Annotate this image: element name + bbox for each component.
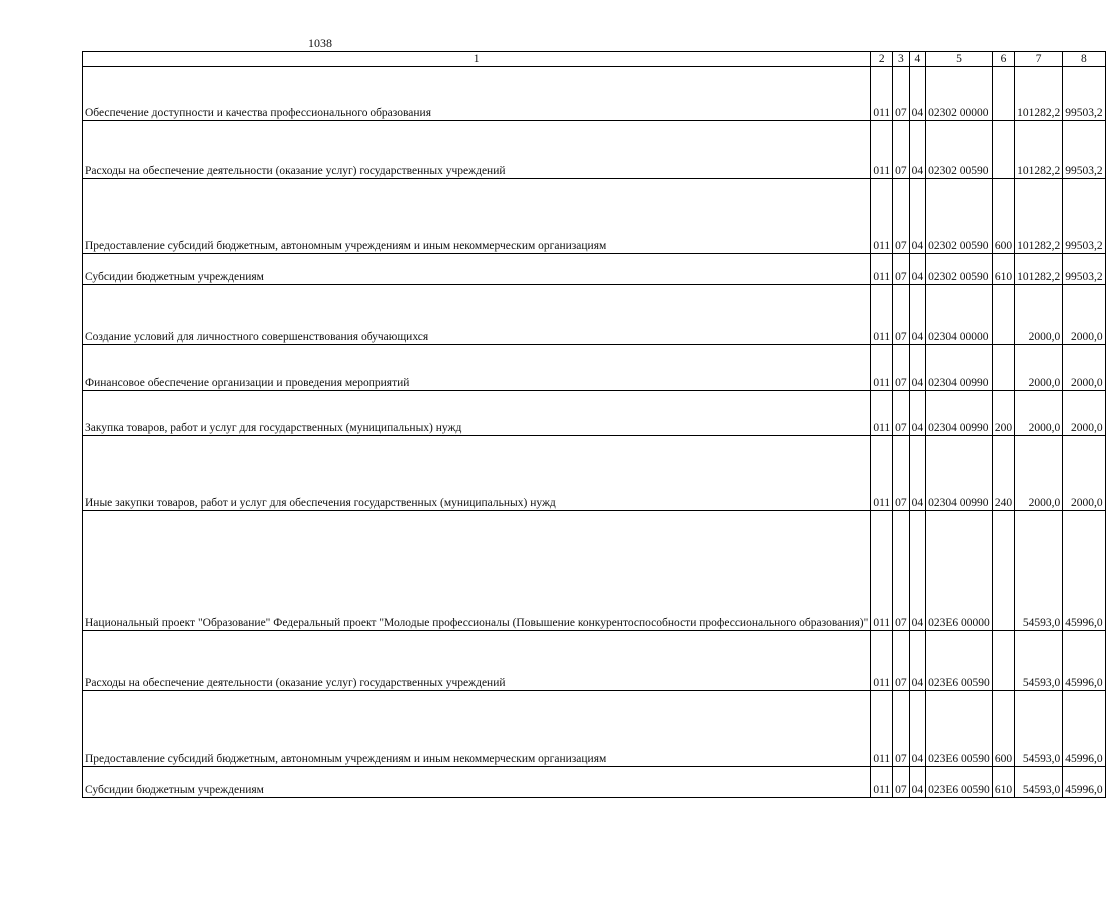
table-row — [83, 345, 1106, 391]
cell-amount-7: 54593,0 — [1015, 767, 1063, 798]
cell-admin-code: 011 — [871, 67, 893, 121]
col-header-6: 6 — [992, 52, 1014, 67]
cell-section: 07 — [893, 436, 910, 511]
row-name: Национальный проект "Образование" Федеральный проект "Молодые профессионалы (Повышение конкурентоспособности профессионального образования)" — [83, 511, 871, 631]
row-name: Расходы на обеспечение деятельности (оказание услуг) государственных учреждений — [83, 121, 871, 179]
cell-section: 07 — [893, 179, 910, 254]
cell-amount-7: 2000,0 — [1015, 285, 1063, 345]
cell-amount-7: 101282,2 — [1015, 254, 1063, 285]
cell-amount-8: 99503,2 — [1063, 254, 1105, 285]
cell-admin-code: 011 — [871, 391, 893, 436]
cell-target-article: 02302 00590 — [926, 254, 993, 285]
cell-subsection: 04 — [909, 511, 926, 631]
cell-amount-8: 2000,0 — [1063, 391, 1105, 436]
cell-subsection: 04 — [909, 179, 926, 254]
row-name: Финансовое обеспечение организации и проведения мероприятий — [83, 345, 871, 391]
cell-subsection: 04 — [909, 691, 926, 767]
cell-amount-7: 2000,0 — [1015, 436, 1063, 511]
table-row — [83, 121, 1106, 179]
cell-expense-type: 600 — [992, 691, 1014, 767]
cell-amount-8: 45996,0 — [1063, 511, 1105, 631]
cell-section: 07 — [893, 67, 910, 121]
cell-expense-type: 240 — [992, 436, 1014, 511]
col-header-4: 4 — [909, 52, 926, 67]
row-name: Закупка товаров, работ и услуг для государственных (муниципальных) нужд — [83, 391, 871, 436]
cell-expense-type: 610 — [992, 767, 1014, 798]
cell-expense-type — [992, 67, 1014, 121]
cell-target-article: 023Е6 00000 — [926, 511, 993, 631]
cell-section: 07 — [893, 691, 910, 767]
cell-amount-8: 99503,2 — [1063, 67, 1105, 121]
cell-admin-code: 011 — [871, 691, 893, 767]
col-header-7: 7 — [1015, 52, 1063, 67]
cell-subsection: 04 — [909, 67, 926, 121]
table-row — [83, 179, 1106, 254]
row-name: Иные закупки товаров, работ и услуг для обеспечения государственных (муниципальных) нужд — [83, 436, 871, 511]
cell-amount-7: 101282,2 — [1015, 121, 1063, 179]
cell-section: 07 — [893, 767, 910, 798]
cell-section: 07 — [893, 631, 910, 691]
cell-amount-7: 2000,0 — [1015, 391, 1063, 436]
col-header-1: 1 — [83, 52, 871, 67]
cell-target-article: 023Е6 00590 — [926, 767, 993, 798]
table-row — [83, 285, 1106, 345]
cell-subsection: 04 — [909, 345, 926, 391]
cell-amount-8: 99503,2 — [1063, 121, 1105, 179]
row-name: Обеспечение доступности и качества профессионального образования — [83, 67, 871, 121]
cell-expense-type — [992, 285, 1014, 345]
cell-amount-8: 99503,2 — [1063, 179, 1105, 254]
row-name: Предоставление субсидий бюджетным, автономным учреждениям и иным некоммерческим организациям — [83, 691, 871, 767]
cell-section: 07 — [893, 254, 910, 285]
cell-section: 07 — [893, 345, 910, 391]
cell-amount-8: 2000,0 — [1063, 345, 1105, 391]
cell-expense-type — [992, 121, 1014, 179]
cell-amount-7: 101282,2 — [1015, 179, 1063, 254]
cell-expense-type: 600 — [992, 179, 1014, 254]
cell-target-article: 02304 00990 — [926, 436, 993, 511]
cell-amount-8: 2000,0 — [1063, 436, 1105, 511]
col-header-2: 2 — [871, 52, 893, 67]
table-row — [83, 691, 1106, 767]
cell-admin-code: 011 — [871, 511, 893, 631]
cell-admin-code: 011 — [871, 121, 893, 179]
cell-amount-7: 54593,0 — [1015, 631, 1063, 691]
cell-expense-type: 200 — [992, 391, 1014, 436]
cell-section: 07 — [893, 285, 910, 345]
cell-admin-code: 011 — [871, 254, 893, 285]
cell-target-article: 023Е6 00590 — [926, 691, 993, 767]
col-header-8: 8 — [1063, 52, 1105, 67]
cell-amount-7: 54593,0 — [1015, 511, 1063, 631]
row-name: Расходы на обеспечение деятельности (оказание услуг) государственных учреждений — [83, 631, 871, 691]
cell-admin-code: 011 — [871, 436, 893, 511]
cell-amount-8: 45996,0 — [1063, 767, 1105, 798]
budget-table — [82, 51, 1106, 798]
row-name: Субсидии бюджетным учреждениям — [83, 767, 871, 798]
table-row — [83, 631, 1106, 691]
cell-subsection: 04 — [909, 285, 926, 345]
col-header-3: 3 — [893, 52, 910, 67]
cell-admin-code: 011 — [871, 345, 893, 391]
cell-amount-8: 45996,0 — [1063, 691, 1105, 767]
cell-target-article: 02302 00590 — [926, 179, 993, 254]
cell-admin-code: 011 — [871, 179, 893, 254]
table-row — [83, 254, 1106, 285]
cell-subsection: 04 — [909, 121, 926, 179]
cell-section: 07 — [893, 511, 910, 631]
cell-subsection: 04 — [909, 631, 926, 691]
cell-expense-type — [992, 345, 1014, 391]
cell-amount-7: 2000,0 — [1015, 345, 1063, 391]
cell-amount-8: 2000,0 — [1063, 285, 1105, 345]
cell-amount-8: 45996,0 — [1063, 631, 1105, 691]
cell-subsection: 04 — [909, 254, 926, 285]
cell-admin-code: 011 — [871, 767, 893, 798]
cell-target-article: 02304 00990 — [926, 391, 993, 436]
cell-expense-type: 610 — [992, 254, 1014, 285]
row-name: Предоставление субсидий бюджетным, автономным учреждениям и иным некоммерческим организациям — [83, 179, 871, 254]
cell-section: 07 — [893, 121, 910, 179]
col-header-5: 5 — [926, 52, 993, 67]
table-row — [83, 767, 1106, 798]
cell-subsection: 04 — [909, 767, 926, 798]
cell-section: 07 — [893, 391, 910, 436]
table-row — [83, 391, 1106, 436]
table-row — [83, 67, 1106, 121]
cell-subsection: 04 — [909, 436, 926, 511]
row-name: Субсидии бюджетным учреждениям — [83, 254, 871, 285]
cell-target-article: 023Е6 00590 — [926, 631, 993, 691]
cell-target-article: 02302 00590 — [926, 121, 993, 179]
table-row — [83, 436, 1106, 511]
cell-expense-type — [992, 631, 1014, 691]
cell-amount-7: 54593,0 — [1015, 691, 1063, 767]
cell-admin-code: 011 — [871, 631, 893, 691]
table-row — [83, 511, 1106, 631]
cell-amount-7: 101282,2 — [1015, 67, 1063, 121]
row-name: Создание условий для личностного совершенствования обучающихся — [83, 285, 871, 345]
cell-target-article: 02304 00990 — [926, 345, 993, 391]
cell-admin-code: 011 — [871, 285, 893, 345]
cell-target-article: 02304 00000 — [926, 285, 993, 345]
cell-target-article: 02302 00000 — [926, 67, 993, 121]
page-number: 1038 — [308, 36, 332, 50]
cell-expense-type — [992, 511, 1014, 631]
cell-subsection: 04 — [909, 391, 926, 436]
header-row — [83, 52, 1106, 67]
